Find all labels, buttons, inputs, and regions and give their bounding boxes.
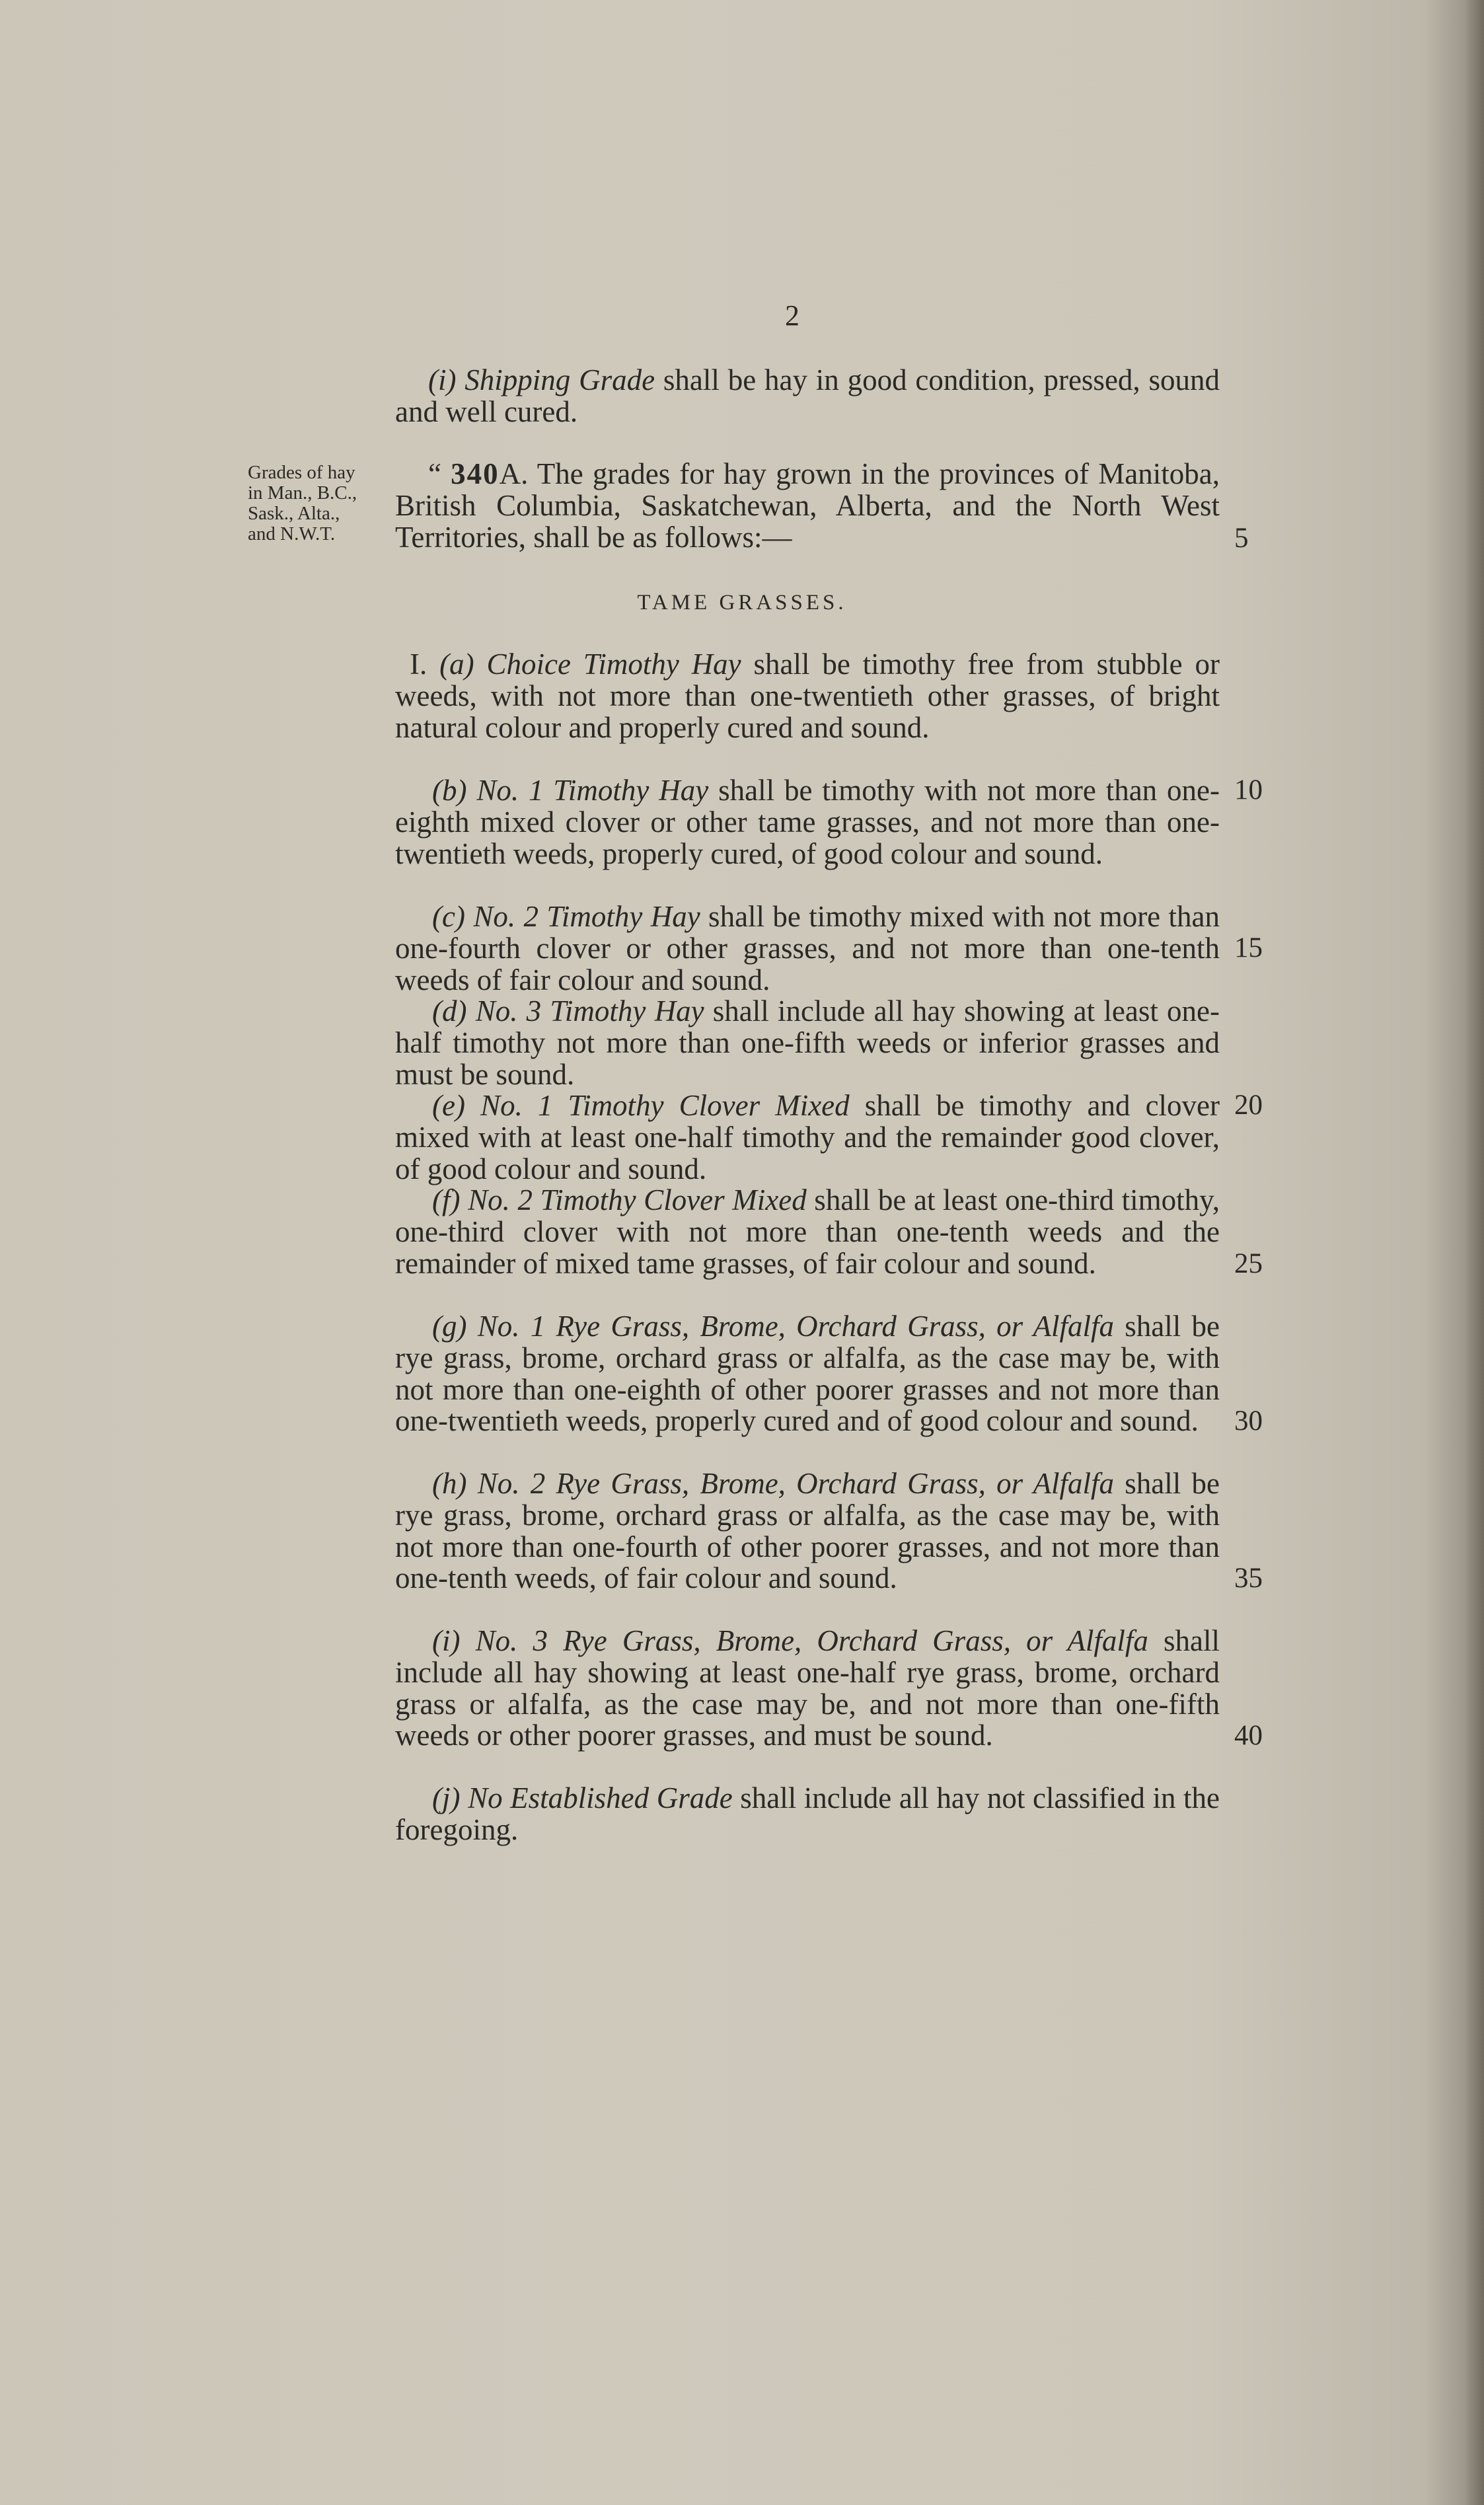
grade-text: shall be timothy mixed with not more than one-fourth clover or other grasses, and not more than one-tenth weeds of fair colour and sound. — [395, 900, 1220, 996]
clause-label: (i) — [428, 363, 457, 396]
grade-paragraph-c — [395, 901, 1220, 996]
grade-label: (a) — [439, 648, 474, 681]
grade-title: No. 2 Timothy Clover Mixed — [468, 1183, 807, 1216]
grade-title: No. 2 Timothy Hay — [473, 900, 700, 933]
open-quote: “ — [428, 457, 451, 490]
line-number: 15 — [1234, 932, 1263, 963]
margin-note-line: in Man., B.C., — [248, 482, 357, 504]
line-number: 20 — [1234, 1090, 1263, 1121]
margin-note-line: and N.W.T. — [248, 523, 336, 544]
grade-label: (c) — [432, 900, 465, 933]
grade-text: shall be at least one-third timothy, one-third clover with not more than one-tenth weeds and the remainder of mixed tame grasses, of fair colour and sound. — [395, 1183, 1220, 1280]
grade-title: Choice Timothy Hay — [486, 648, 741, 681]
grade-text: shall be timothy free from stubble or weeds, with not more than one-twentieth other grasses, of bright natural colour and properly cured and sound. — [395, 648, 1220, 744]
grade-title: No. 1 Timothy Hay — [476, 774, 709, 807]
clause-title: Shipping Grade — [464, 363, 655, 396]
page-number: 2 — [785, 299, 799, 332]
grade-label: (e) — [432, 1089, 465, 1122]
grade-paragraph-j — [395, 1783, 1220, 1846]
grade-label: (g) — [432, 1310, 467, 1343]
shipping-grade-paragraph — [395, 365, 1220, 428]
grade-label: (d) — [432, 994, 467, 1028]
grade-text: shall be rye grass, brome, orchard grass or alfalfa, as the case may be, with not more than one-eighth of other poorer grasses and not more than one-twentieth weeds, properly cured and of good colour and sound. — [395, 1310, 1220, 1438]
line-number: 10 — [1234, 774, 1263, 805]
grade-paragraph-d — [395, 996, 1220, 1090]
grade-title: No. 1 Rye Grass, Brome, Orchard Grass, or Alfalfa — [477, 1310, 1115, 1343]
grade-label: (h) — [432, 1467, 467, 1500]
margin-note-line: Sask., Alta., — [248, 503, 340, 524]
section-number: 340 — [451, 457, 500, 490]
margin-note-line: Grades of hay — [248, 462, 355, 483]
grade-paragraph-b — [395, 775, 1220, 870]
grade-title: No. 3 Rye Grass, Brome, Orchard Grass, or Alfalfa — [475, 1624, 1148, 1657]
grade-title: No. 3 Timothy Hay — [475, 994, 704, 1028]
grade-title: No. 2 Rye Grass, Brome, Orchard Grass, or Alfalfa — [477, 1467, 1115, 1500]
section-heading: TAME GRASSES. — [637, 591, 847, 615]
line-number: 35 — [1234, 1563, 1263, 1594]
grade-text: shall include all hay showing at least one-half timothy not more than one-fifth weeds or inferior grasses and must be sound. — [395, 994, 1220, 1091]
grade-title: No. 1 Timothy Clover Mixed — [480, 1089, 850, 1122]
grade-text: shall include all hay showing at least one-half rye grass, brome, orchard grass or alfalfa, as the case may be, and not more than one-fifth weeds or other poorer grasses, and must be sound. — [395, 1624, 1220, 1752]
grade-label: (b) — [432, 774, 467, 807]
grade-title: No Established Grade — [468, 1781, 733, 1814]
grade-paragraph-g — [395, 1311, 1220, 1437]
margin-note — [248, 463, 393, 544]
grade-paragraph-f — [395, 1185, 1220, 1279]
grade-text: shall be timothy with not more than one-eighth mixed clover or other tame grasses, and not more than one-twentieth weeds, properly cured, of good colour and sound. — [395, 774, 1220, 870]
line-number: 40 — [1234, 1720, 1263, 1751]
grade-label: (j) — [432, 1781, 461, 1814]
grade-prefix: I. — [410, 648, 440, 681]
grade-text: shall be timothy and clover mixed with at least one-half timothy and the remainder good clover, of good colour and sound. — [395, 1089, 1220, 1185]
grade-text: shall be rye grass, brome, orchard grass or alfalfa, as the case may be, with not more than one-fourth of other poorer grasses, and not more than one-tenth weeds, of fair colour and sound. — [395, 1467, 1220, 1595]
section-text: The grades for hay grown in the provinces of Manitoba, British Columbia, Saskatchewan, Alberta, and the North West Territories, shall be as follows:— — [395, 457, 1220, 554]
section-340a-paragraph — [395, 459, 1220, 553]
line-number: 30 — [1234, 1405, 1263, 1437]
grade-paragraph-i — [395, 1626, 1220, 1752]
grade-paragraph-h — [395, 1468, 1220, 1594]
page-spine-shadow — [1464, 0, 1484, 2505]
clause-text: shall be hay in good condition, pressed, sound and well cured. — [395, 363, 1220, 428]
grade-paragraph-a — [395, 649, 1220, 743]
line-number: 5 — [1234, 523, 1249, 554]
grade-label: (i) — [432, 1624, 461, 1657]
grade-label: (f) — [432, 1183, 461, 1216]
grade-paragraph-e — [395, 1090, 1220, 1185]
line-number: 25 — [1234, 1248, 1263, 1279]
section-suffix: A. — [499, 457, 529, 490]
grade-text: shall include all hay not classified in the foregoing. — [395, 1781, 1220, 1846]
